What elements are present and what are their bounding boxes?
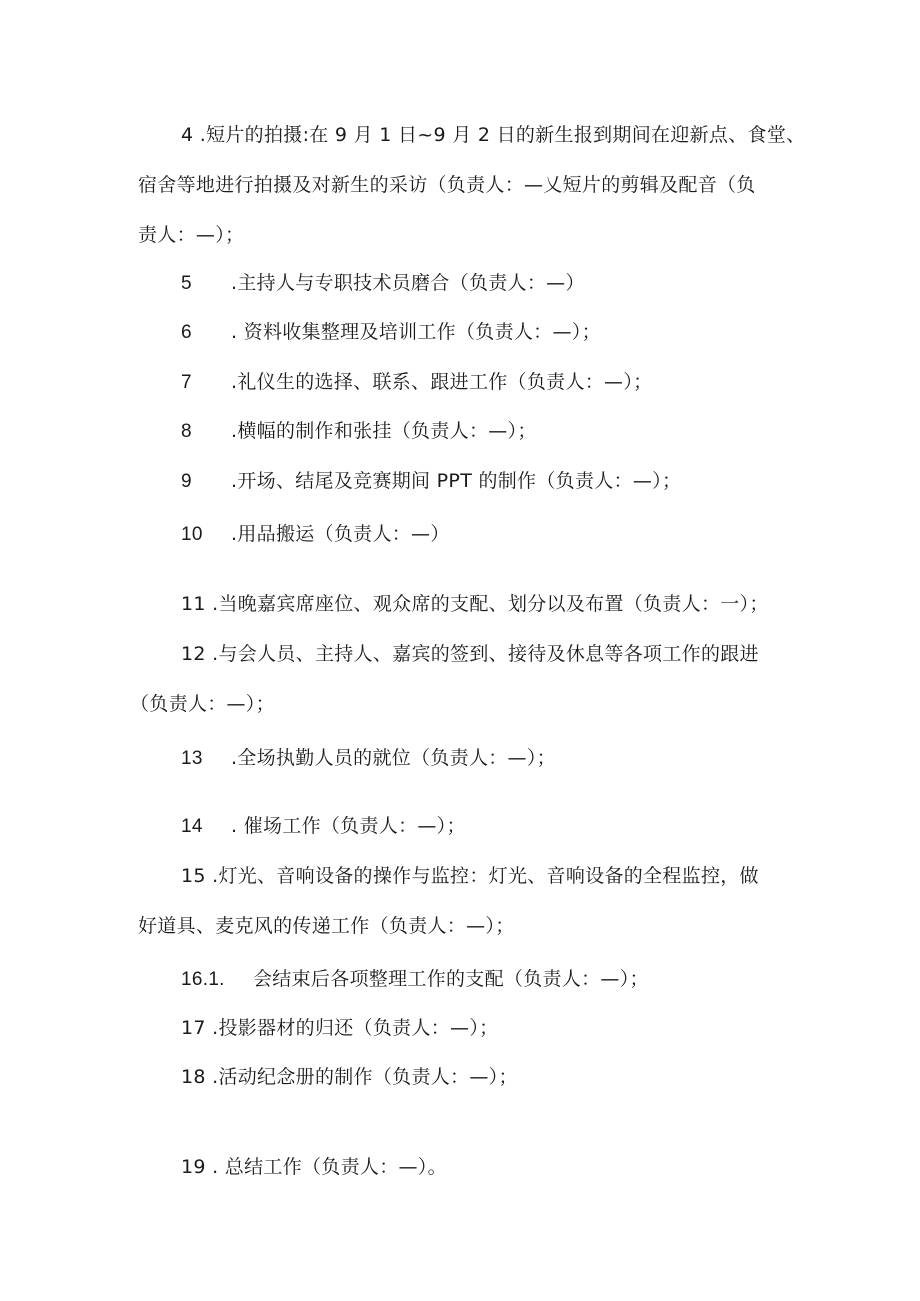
item-5 xyxy=(181,270,585,297)
item-16 xyxy=(181,966,649,993)
item-9-text: .开场、结尾及竞赛期间 PPT 的制作（负责人：—）； xyxy=(231,470,682,492)
item-14-text: . 催场工作（负责人：—）； xyxy=(231,815,466,837)
item-15-line-2: 好道具、麦克风的传递工作（负责人：—）； xyxy=(138,915,515,937)
item-16-number: 16.1. xyxy=(181,969,225,990)
item-10 xyxy=(181,521,450,548)
item-4-line-1: 4 .短片的拍摄:在 9 月 1 日~9 月 2 日的新生报到期间在迎新点、食堂、 xyxy=(181,124,806,146)
item-11: 11 .当晚嘉宾席座位、观众席的支配、划分以及布置（负责人：一）； xyxy=(181,593,769,615)
item-9-number: 9 xyxy=(181,471,192,492)
item-5-text: .主持人与专职技术员磨合（负责人：—） xyxy=(231,272,585,294)
item-13 xyxy=(181,745,556,772)
item-16-text: 会结束后各项整理工作的支配（负责人：—）； xyxy=(253,968,649,990)
item-7-number: 7 xyxy=(181,372,192,393)
item-6-text: . 资料收集整理及培训工作（负责人：—）； xyxy=(231,321,601,343)
item-13-text: .全场执勤人员的就位（负责人：—）； xyxy=(231,747,556,769)
item-13-number: 13 xyxy=(181,748,203,769)
item-9 xyxy=(181,468,681,495)
item-19: 19 . 总结工作（负责人：—）。 xyxy=(181,1156,447,1178)
item-4-line-2: 宿舍等地进行拍摄及对新生的采访（负责人：—乂短片的剪辑及配音（负 xyxy=(138,174,756,196)
item-12-line-1: 12 .与会人员、主持人、嘉宾的签到、接待及休息等各项工作的跟进 xyxy=(181,643,759,665)
item-8-number: 8 xyxy=(181,421,192,442)
item-6-number: 6 xyxy=(181,322,192,343)
item-5-number: 5 xyxy=(181,273,192,294)
item-17: 17 .投影器材的归还（负责人：—）； xyxy=(181,1017,499,1039)
item-8-text: .横幅的制作和张挂（负责人：—）； xyxy=(231,420,537,442)
item-10-text: .用品搬运（负责人：—） xyxy=(231,523,450,545)
item-6 xyxy=(181,319,601,346)
item-4-line-3: 责人：—）； xyxy=(138,224,245,246)
item-10-number: 10 xyxy=(181,524,203,545)
item-7-text: .礼仪生的选择、联系、跟进工作（负责人：—）； xyxy=(231,371,653,393)
item-15-line-1: 15 .灯光、音响设备的操作与监控：灯光、音响设备的全程监控，做 xyxy=(181,865,759,887)
item-14-number: 14 xyxy=(181,816,203,837)
item-7 xyxy=(181,369,652,396)
item-18: 18 .活动纪念册的制作（负责人：—）； xyxy=(181,1066,518,1088)
item-12-line-2: （负责人：—）； xyxy=(130,693,275,715)
item-14 xyxy=(181,813,466,840)
item-8 xyxy=(181,418,537,445)
